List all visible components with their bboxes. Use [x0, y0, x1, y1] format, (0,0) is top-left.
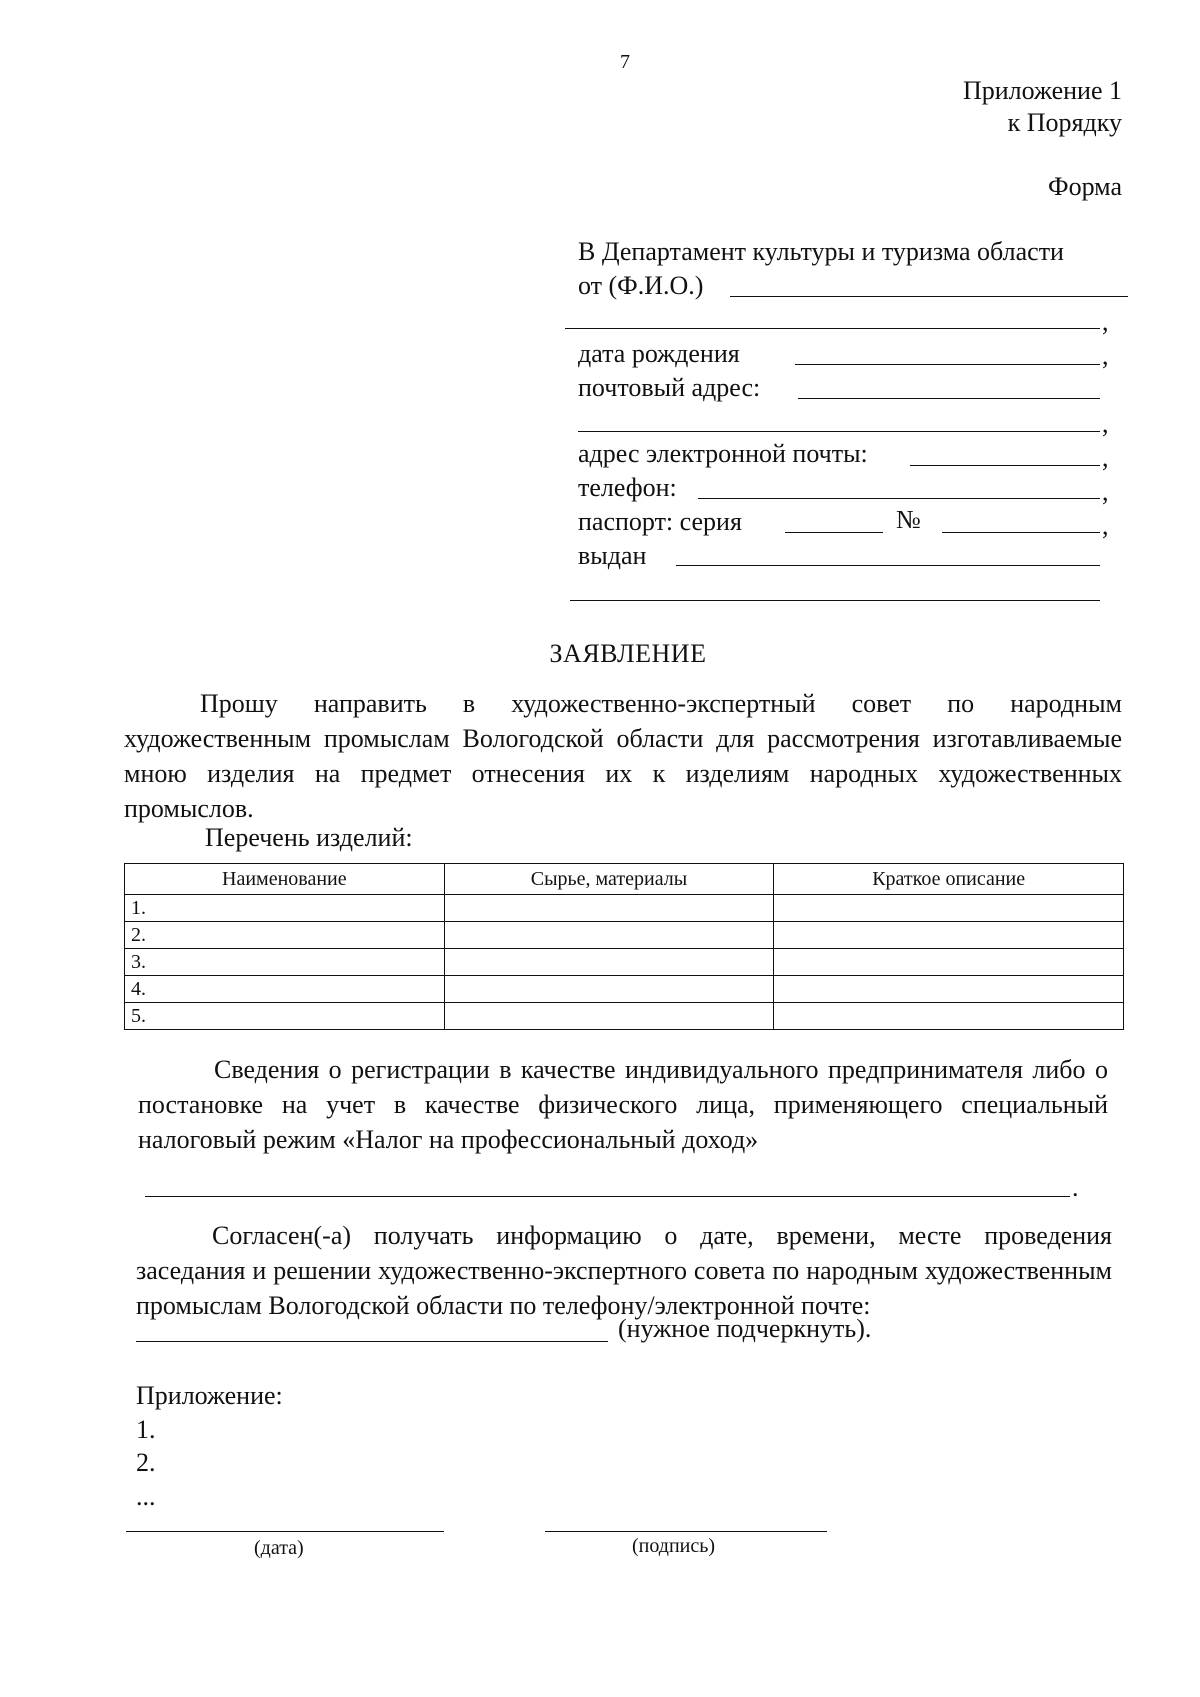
table-row — [125, 922, 1124, 949]
column-header-description: Краткое описание — [774, 864, 1124, 895]
attachment-item: 1. — [136, 1415, 156, 1444]
signature-field-line[interactable] — [545, 1531, 827, 1532]
issued-field-line-2[interactable] — [570, 600, 1100, 601]
from-field-line-2[interactable] — [565, 328, 1100, 329]
table-cell-materials[interactable] — [444, 895, 774, 922]
passport-series-field-line[interactable] — [785, 532, 883, 533]
row-number: 1. — [125, 895, 445, 922]
comma: , — [1102, 477, 1109, 506]
period: . — [1072, 1173, 1079, 1202]
passport-number-field-line[interactable] — [942, 532, 1100, 533]
comma: , — [1102, 443, 1109, 472]
appendix-reference: к Порядку — [1007, 108, 1122, 137]
table-cell-description[interactable] — [774, 1003, 1124, 1030]
comma: , — [1102, 409, 1109, 438]
from-field-line[interactable] — [730, 296, 1128, 297]
email-field-line[interactable] — [910, 465, 1100, 466]
document-title: ЗАЯВЛЕНИЕ — [549, 639, 707, 668]
row-number: 4. — [125, 976, 445, 1003]
registration-field-line[interactable] — [145, 1196, 1070, 1197]
signature-caption: (подпись) — [632, 1535, 716, 1557]
postal-address-field-line-2[interactable] — [578, 431, 1100, 432]
attachment-item: 2. — [136, 1448, 156, 1477]
from-label: от (Ф.И.О.) — [578, 271, 704, 300]
table-row — [125, 895, 1124, 922]
date-field-line[interactable] — [126, 1531, 444, 1532]
table-cell-materials[interactable] — [444, 1003, 774, 1030]
form-label: Форма — [1048, 172, 1122, 201]
table-cell-description[interactable] — [774, 922, 1124, 949]
phone-field-line[interactable] — [698, 498, 1100, 499]
registration-paragraph: Сведения о регистрации в качестве индивидуального предпринимателя либо о постановке на учет в качестве физического лица, применяющего специальный налоговый режим «Налог на профессиональный доход» — [138, 1055, 1108, 1154]
table-row — [125, 949, 1124, 976]
birth-date-field-line[interactable] — [795, 364, 1100, 365]
phone-label: телефон: — [578, 473, 677, 502]
table-header-row — [125, 864, 1124, 895]
department-line: В Департамент культуры и туризма области — [578, 237, 1064, 266]
page-number: 7 — [620, 51, 630, 73]
table-cell-materials[interactable] — [444, 949, 774, 976]
issued-field-line[interactable] — [676, 565, 1100, 566]
consent-suffix: (нужное подчеркнуть). — [618, 1314, 872, 1343]
comma: , — [1102, 341, 1109, 370]
row-number: 5. — [125, 1003, 445, 1030]
passport-series-label: паспорт: серия — [578, 507, 742, 536]
column-header-name: Наименование — [125, 864, 445, 895]
postal-address-field-line[interactable] — [798, 398, 1100, 399]
comma: , — [1102, 511, 1109, 540]
table-cell-materials[interactable] — [444, 976, 774, 1003]
birth-date-label: дата рождения — [578, 339, 740, 368]
table-cell-description[interactable] — [774, 976, 1124, 1003]
attachments-label: Приложение: — [136, 1381, 283, 1410]
passport-number-label: № — [896, 505, 921, 534]
table-cell-description[interactable] — [774, 949, 1124, 976]
column-header-materials: Сырье, материалы — [444, 864, 774, 895]
comma: , — [1102, 307, 1109, 336]
items-list-label: Перечень изделий: — [205, 823, 413, 852]
issued-label: выдан — [578, 541, 647, 570]
row-number: 3. — [125, 949, 445, 976]
table-row — [125, 976, 1124, 1003]
postal-address-label: почтовый адрес: — [578, 373, 761, 402]
date-caption: (дата) — [254, 1537, 304, 1559]
items-table — [124, 863, 1124, 1030]
table-row — [125, 1003, 1124, 1030]
row-number: 2. — [125, 922, 445, 949]
table-cell-description[interactable] — [774, 895, 1124, 922]
appendix-title: Приложение 1 — [962, 76, 1122, 105]
consent-paragraph: Согласен(-а) получать информацию о дате, времени, месте проведения заседания и решении художественно-экспертного совета по народным художественным промыслам Вологодской области по телефону/электронной почте: — [136, 1221, 1112, 1320]
attachment-item: ... — [136, 1482, 156, 1511]
table-cell-materials[interactable] — [444, 922, 774, 949]
request-paragraph: Прошу направить в художественно-экспертный совет по народным художественным промыслам Вологодской области для рассмотрения изготавливаемые мною изделия на предмет отнесения их к изделиям народных художественных промыслов. — [124, 689, 1122, 823]
consent-field-line[interactable] — [136, 1341, 608, 1342]
email-label: адрес электронной почты: — [578, 439, 868, 468]
